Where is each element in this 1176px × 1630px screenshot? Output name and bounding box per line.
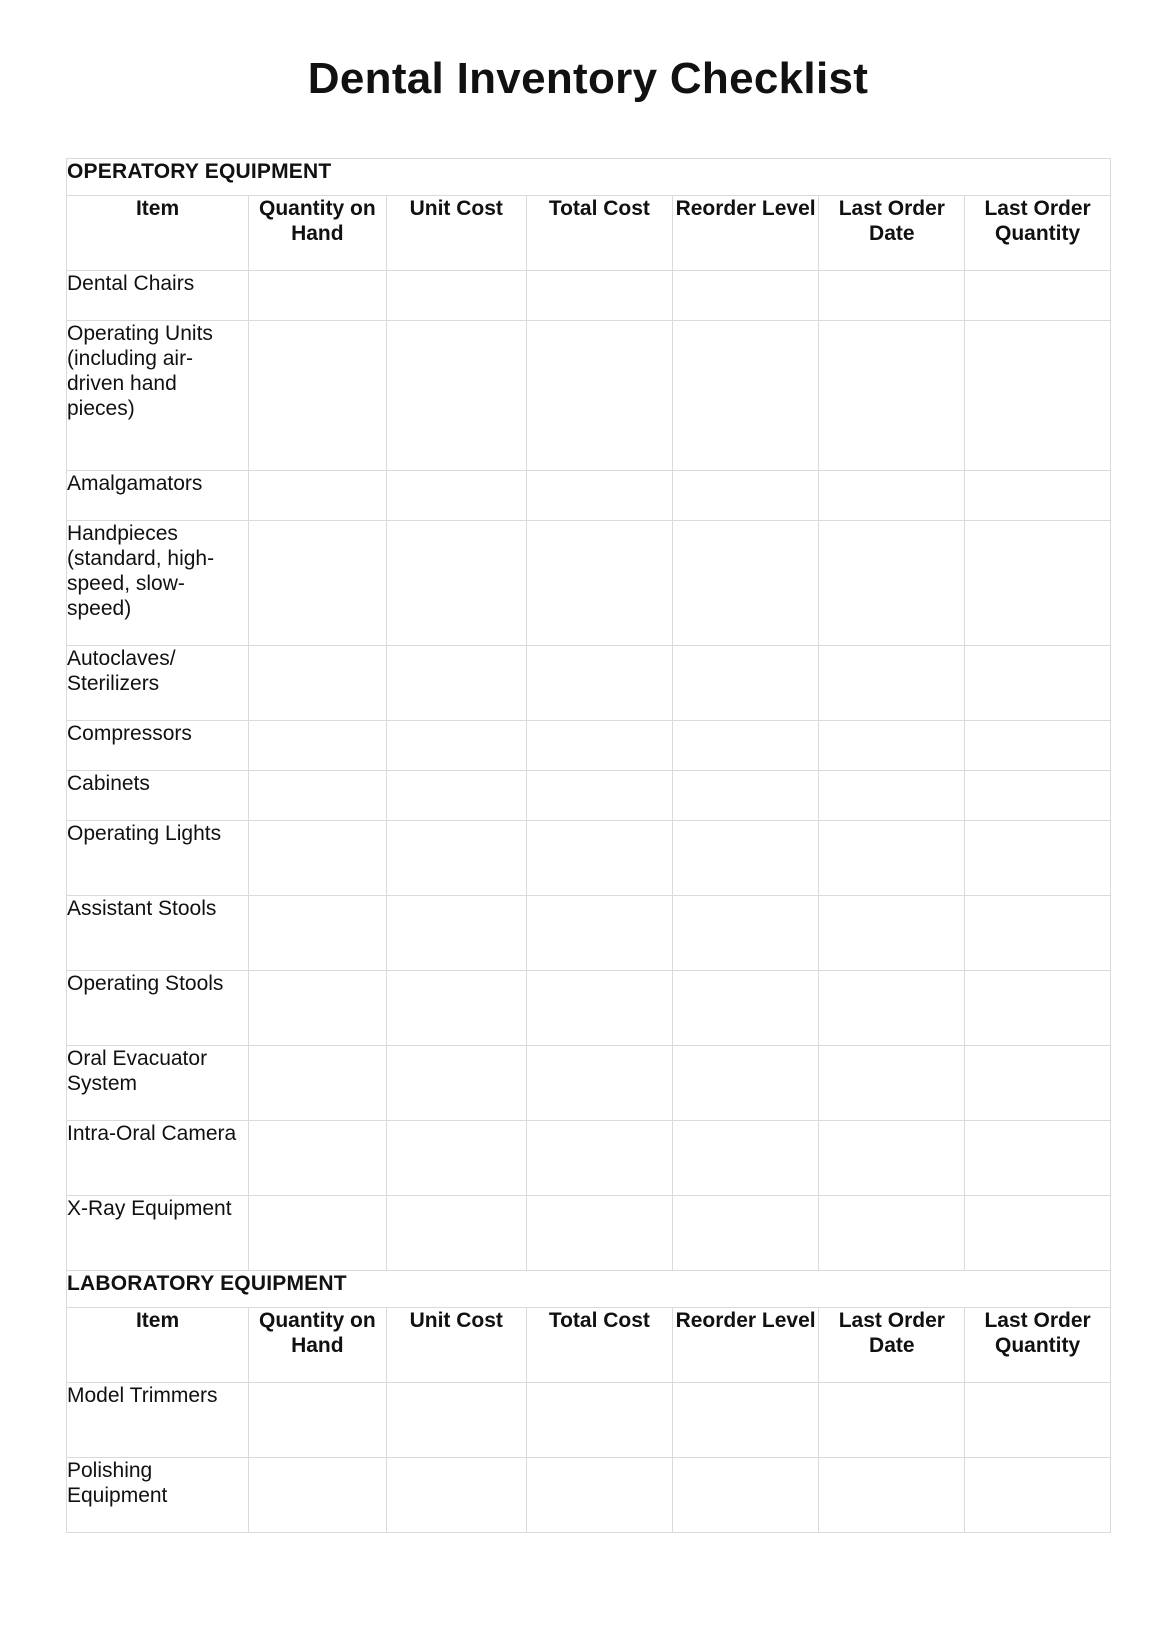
table-row <box>67 896 1111 971</box>
reorder-level-cell[interactable] <box>672 896 819 971</box>
table-row <box>67 1121 1111 1196</box>
unit-cost-cell[interactable] <box>386 1046 527 1121</box>
column-header-last-order-date: Last Order Date <box>819 196 965 271</box>
quantity-on-hand-cell[interactable] <box>249 771 386 821</box>
last-order-quantity-cell[interactable] <box>965 821 1111 896</box>
total-cost-cell[interactable] <box>527 721 673 771</box>
last-order-quantity-cell[interactable] <box>965 1458 1111 1533</box>
total-cost-cell[interactable] <box>527 896 673 971</box>
quantity-on-hand-cell[interactable] <box>249 896 386 971</box>
page-title: Dental Inventory Checklist <box>307 54 869 103</box>
quantity-on-hand-cell[interactable] <box>249 1383 386 1458</box>
column-header-total-cost: Total Cost <box>527 196 673 271</box>
table-row <box>67 821 1111 896</box>
total-cost-cell[interactable] <box>527 971 673 1046</box>
column-header-last-order-quantity: Last Order Quantity <box>965 1308 1111 1383</box>
table-row <box>67 271 1111 321</box>
column-header-row <box>67 196 1111 271</box>
quantity-on-hand-cell[interactable] <box>249 1121 386 1196</box>
item-name: Handpieces (standard, high-speed, slow-speed) <box>67 521 249 646</box>
column-header-unit-cost: Unit Cost <box>386 1308 527 1383</box>
last-order-quantity-cell[interactable] <box>965 1046 1111 1121</box>
column-header-unit-cost: Unit Cost <box>386 196 527 271</box>
last-order-quantity-cell[interactable] <box>965 721 1111 771</box>
table-row <box>67 521 1111 646</box>
last-order-date-cell[interactable] <box>819 721 965 771</box>
reorder-level-cell[interactable] <box>672 471 819 521</box>
item-name: Compressors <box>67 721 249 771</box>
unit-cost-cell[interactable] <box>386 821 527 896</box>
section-heading: LABORATORY EQUIPMENT <box>67 1271 1111 1308</box>
total-cost-cell[interactable] <box>527 646 673 721</box>
item-name: Assistant Stools <box>67 896 249 971</box>
last-order-date-cell[interactable] <box>819 646 965 721</box>
reorder-level-cell[interactable] <box>672 721 819 771</box>
section-heading-row <box>67 159 1111 196</box>
quantity-on-hand-cell[interactable] <box>249 271 386 321</box>
reorder-level-cell[interactable] <box>672 646 819 721</box>
section-heading: OPERATORY EQUIPMENT <box>67 159 1111 196</box>
last-order-quantity-cell[interactable] <box>965 1196 1111 1271</box>
table-row <box>67 471 1111 521</box>
item-name: Operating Units (including air-driven hand pieces) <box>67 321 249 471</box>
last-order-date-cell[interactable] <box>819 321 965 471</box>
last-order-date-cell[interactable] <box>819 1046 965 1121</box>
column-header-last-order-quantity: Last Order Quantity <box>965 196 1111 271</box>
unit-cost-cell[interactable] <box>386 771 527 821</box>
total-cost-cell[interactable] <box>527 471 673 521</box>
item-name: Autoclaves/ Sterilizers <box>67 646 249 721</box>
column-header-reorder-level: Reorder Level <box>672 196 819 271</box>
reorder-level-cell[interactable] <box>672 1196 819 1271</box>
last-order-date-cell[interactable] <box>819 1121 965 1196</box>
item-name: Dental Chairs <box>67 271 249 321</box>
total-cost-cell[interactable] <box>527 771 673 821</box>
total-cost-cell[interactable] <box>527 271 673 321</box>
inventory-table <box>66 158 1111 1533</box>
column-header-quantity-on-hand: Quantity on Hand <box>249 196 386 271</box>
last-order-quantity-cell[interactable] <box>965 646 1111 721</box>
item-name: Operating Lights <box>67 821 249 896</box>
last-order-date-cell[interactable] <box>819 521 965 646</box>
last-order-quantity-cell[interactable] <box>965 971 1111 1046</box>
reorder-level-cell[interactable] <box>672 521 819 646</box>
unit-cost-cell[interactable] <box>386 721 527 771</box>
table-row <box>67 1458 1111 1533</box>
column-header-item: Item <box>67 196 249 271</box>
total-cost-cell[interactable] <box>527 821 673 896</box>
column-header-last-order-date: Last Order Date <box>819 1308 965 1383</box>
last-order-quantity-cell[interactable] <box>965 1383 1111 1458</box>
unit-cost-cell[interactable] <box>386 521 527 646</box>
table-row <box>67 646 1111 721</box>
last-order-quantity-cell[interactable] <box>965 1121 1111 1196</box>
quantity-on-hand-cell[interactable] <box>249 1458 386 1533</box>
total-cost-cell[interactable] <box>527 1196 673 1271</box>
unit-cost-cell[interactable] <box>386 971 527 1046</box>
section-heading-row <box>67 1271 1111 1308</box>
quantity-on-hand-cell[interactable] <box>249 1196 386 1271</box>
last-order-quantity-cell[interactable] <box>965 471 1111 521</box>
quantity-on-hand-cell[interactable] <box>249 321 386 471</box>
item-name: Amalgamators <box>67 471 249 521</box>
quantity-on-hand-cell[interactable] <box>249 1046 386 1121</box>
column-header-item: Item <box>67 1308 249 1383</box>
reorder-level-cell[interactable] <box>672 321 819 471</box>
last-order-date-cell[interactable] <box>819 1458 965 1533</box>
table-row <box>67 721 1111 771</box>
last-order-date-cell[interactable] <box>819 771 965 821</box>
unit-cost-cell[interactable] <box>386 646 527 721</box>
table-row <box>67 1046 1111 1121</box>
quantity-on-hand-cell[interactable] <box>249 521 386 646</box>
reorder-level-cell[interactable] <box>672 1121 819 1196</box>
item-name: Cabinets <box>67 771 249 821</box>
unit-cost-cell[interactable] <box>386 271 527 321</box>
unit-cost-cell[interactable] <box>386 1458 527 1533</box>
last-order-date-cell[interactable] <box>819 971 965 1046</box>
last-order-date-cell[interactable] <box>819 471 965 521</box>
item-name: Operating Stools <box>67 971 249 1046</box>
total-cost-cell[interactable] <box>527 1458 673 1533</box>
total-cost-cell[interactable] <box>527 1383 673 1458</box>
quantity-on-hand-cell[interactable] <box>249 971 386 1046</box>
unit-cost-cell[interactable] <box>386 1121 527 1196</box>
table-row <box>67 971 1111 1046</box>
item-name: Model Trimmers <box>67 1383 249 1458</box>
table-row <box>67 771 1111 821</box>
last-order-quantity-cell[interactable] <box>965 271 1111 321</box>
quantity-on-hand-cell[interactable] <box>249 471 386 521</box>
last-order-quantity-cell[interactable] <box>965 521 1111 646</box>
item-name: Polishing Equipment <box>67 1458 249 1533</box>
reorder-level-cell[interactable] <box>672 971 819 1046</box>
column-header-quantity-on-hand: Quantity on Hand <box>249 1308 386 1383</box>
last-order-date-cell[interactable] <box>819 1196 965 1271</box>
column-header-row <box>67 1308 1111 1383</box>
table-row <box>67 1196 1111 1271</box>
quantity-on-hand-cell[interactable] <box>249 646 386 721</box>
item-name: X-Ray Equipment <box>67 1196 249 1271</box>
last-order-date-cell[interactable] <box>819 271 965 321</box>
reorder-level-cell[interactable] <box>672 821 819 896</box>
last-order-quantity-cell[interactable] <box>965 321 1111 471</box>
unit-cost-cell[interactable] <box>386 896 527 971</box>
item-name: Oral Evacuator System <box>67 1046 249 1121</box>
reorder-level-cell[interactable] <box>672 271 819 321</box>
unit-cost-cell[interactable] <box>386 471 527 521</box>
quantity-on-hand-cell[interactable] <box>249 721 386 771</box>
last-order-quantity-cell[interactable] <box>965 771 1111 821</box>
table-row <box>67 321 1111 471</box>
total-cost-cell[interactable] <box>527 521 673 646</box>
last-order-date-cell[interactable] <box>819 1383 965 1458</box>
table-row <box>67 1383 1111 1458</box>
total-cost-cell[interactable] <box>527 1046 673 1121</box>
reorder-level-cell[interactable] <box>672 1046 819 1121</box>
quantity-on-hand-cell[interactable] <box>249 821 386 896</box>
unit-cost-cell[interactable] <box>386 1196 527 1271</box>
total-cost-cell[interactable] <box>527 1121 673 1196</box>
reorder-level-cell[interactable] <box>672 771 819 821</box>
reorder-level-cell[interactable] <box>672 1383 819 1458</box>
reorder-level-cell[interactable] <box>672 1458 819 1533</box>
column-header-total-cost: Total Cost <box>527 1308 673 1383</box>
column-header-reorder-level: Reorder Level <box>672 1308 819 1383</box>
last-order-quantity-cell[interactable] <box>965 896 1111 971</box>
last-order-date-cell[interactable] <box>819 896 965 971</box>
unit-cost-cell[interactable] <box>386 1383 527 1458</box>
total-cost-cell[interactable] <box>527 321 673 471</box>
unit-cost-cell[interactable] <box>386 321 527 471</box>
item-name: Intra-Oral Camera <box>67 1121 249 1196</box>
last-order-date-cell[interactable] <box>819 821 965 896</box>
